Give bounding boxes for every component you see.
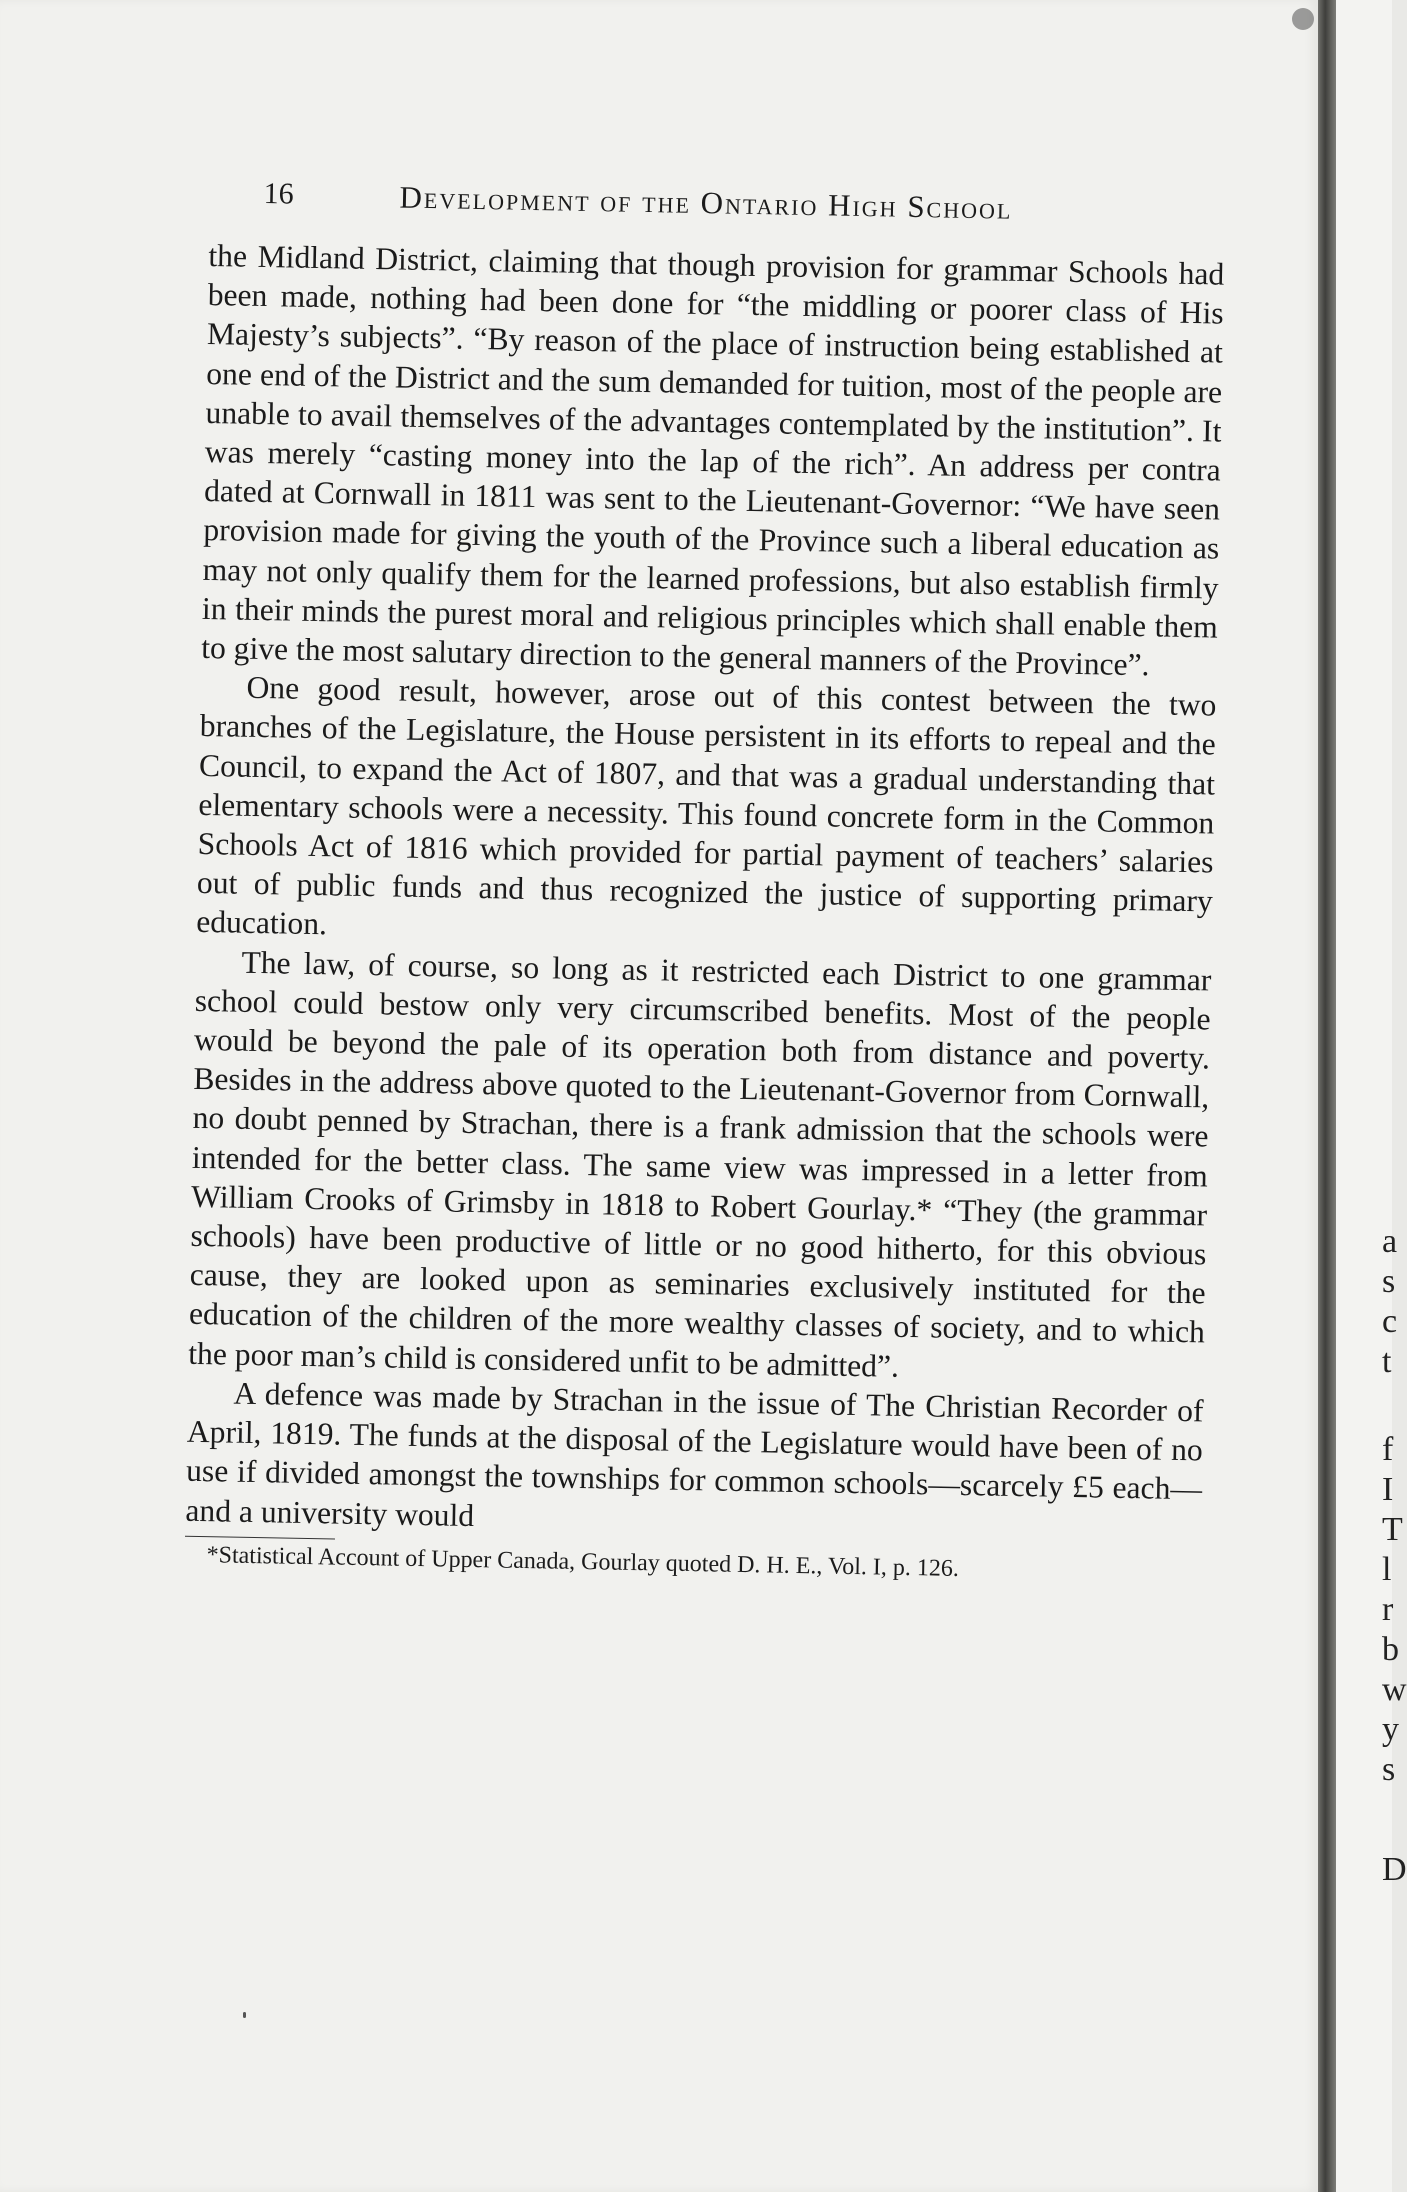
page-number: 16 bbox=[263, 176, 294, 211]
facing-letter: f bbox=[1382, 1431, 1394, 1468]
facing-letter: T bbox=[1382, 1511, 1403, 1548]
facing-letter: D bbox=[1382, 1851, 1407, 1888]
book-gutter bbox=[1318, 0, 1336, 2192]
paragraph-4: A defence was made by Strachan in the issue of The Christian Recorder of April, 1819. The funds at the disposal of the Legislature would have been of no use if divided amongst the townships for common schools—scarcely £5 each—and a university would bbox=[185, 1375, 1204, 1533]
paragraph-2: One good result, however, arose out of this contest between the two branches of the Legislature, the House persistent in its efforts to repeal and the Council, to expand the Act of 1807, and that was a gradual understanding that elementary schools were a necessity. This found concrete form in the Common Schools Act of 1816 which provided for partial payment of teachers’ salaries out of public funds and thus recognized the justice of supporting primary education. bbox=[195, 669, 1217, 942]
facing-letter: c bbox=[1382, 1303, 1398, 1340]
running-title: Development of the Ontario High School bbox=[399, 179, 1013, 226]
footnote-rule bbox=[185, 1535, 335, 1539]
facing-letter: y bbox=[1382, 1711, 1399, 1748]
footnote: *Statistical Account of Upper Canada, Gourlay quoted D. H. E., Vol. I, p. 126. bbox=[206, 1541, 960, 1582]
scan-blemish bbox=[1292, 8, 1314, 30]
facing-letter: t bbox=[1382, 1343, 1392, 1380]
paragraph-1: the Midland District, claiming that though provision for grammar Schools had been made, nothing had been done for “the middling or poorer class of His Majesty’s subjects”. “By reason of the place of instruction being established at one end of the District and the sum demanded for tuition, most of the people are unable to avail themselves of the advantages contemplated by the institution”. It was merely “casting money into the lap of the rich”. An address per contra dated at Cornwall in 1811 was sent to the Lieutenant-Governor: “We have seen provision made for giving the youth of the Province such a liberal education as may not only qualify them for the learned professions, but also establish firmly in their minds the purest moral and religious principles which shall enable them to give the most salutary direction to the general manners of the Province”. bbox=[200, 237, 1225, 683]
facing-letter: w bbox=[1382, 1671, 1407, 1708]
facing-letter: b bbox=[1382, 1631, 1399, 1668]
page-text-block bbox=[184, 172, 1225, 1587]
facing-letter: l bbox=[1382, 1551, 1392, 1588]
facing-letter: r bbox=[1382, 1591, 1394, 1628]
paragraph-3: The law, of course, so long as it restricted each District to one grammar school could bestow only very circumscribed benefits. Most of the people would be beyond the pale of its operation both from distance and poverty. Besides in the address above quoted to the Lieutenant-Governor from Cornwall, no doubt penned by Strachan, there is a frank admission that the schools were intended for the better class. The same view was impressed in a letter from William Crooks of Grimsby in 1818 to Robert Gourlay.* “They (the grammar schools) have been productive of little or no good hitherto, for this obvious cause, they are looked upon as seminaries exclusively instituted for the education of the children of the more wealthy classes of society, and to which the poor man’s child is considered unfit to be admitted”. bbox=[188, 944, 1212, 1384]
facing-letter: s bbox=[1382, 1751, 1396, 1788]
facing-letter: I bbox=[1382, 1471, 1394, 1508]
facing-letter: s bbox=[1382, 1263, 1396, 1300]
facing-letter: a bbox=[1382, 1223, 1398, 1260]
scan-speck bbox=[243, 2012, 246, 2018]
